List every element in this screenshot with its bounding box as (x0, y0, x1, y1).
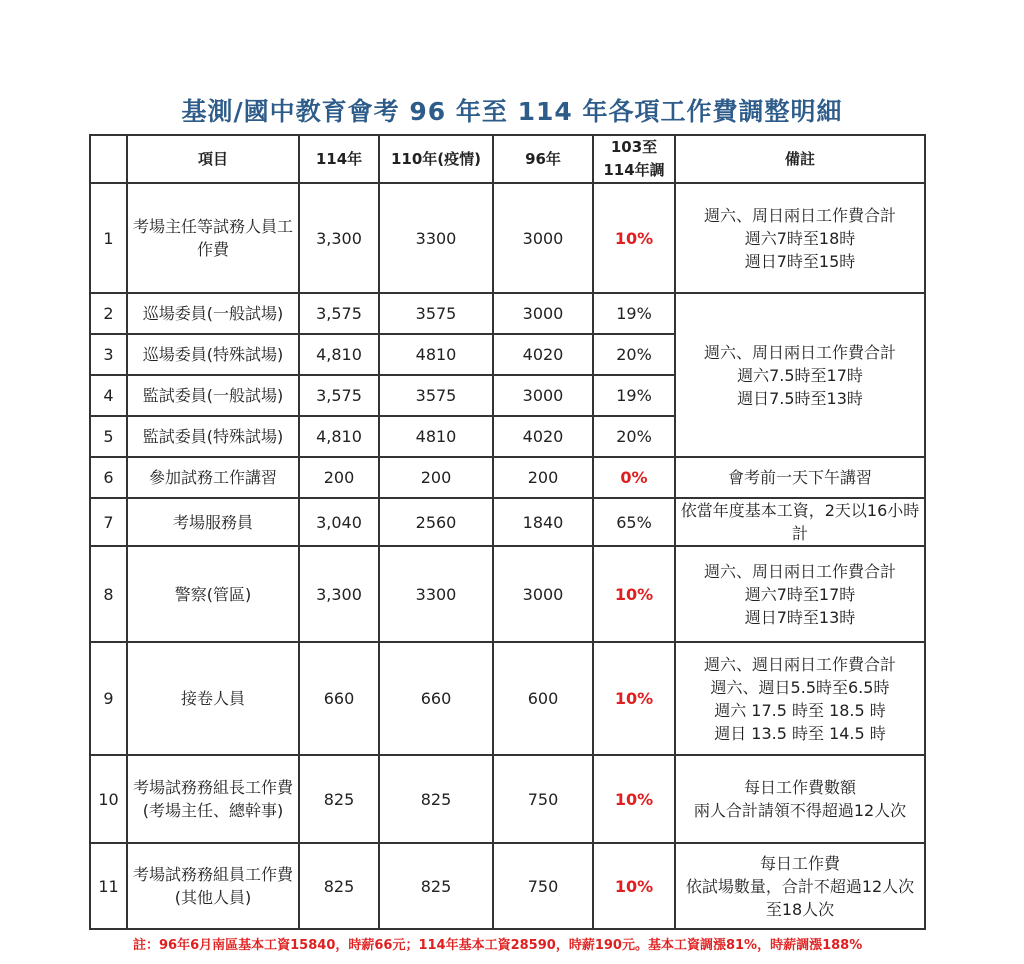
fee-table (89, 134, 926, 930)
page-title: 基測/國中教育會考 96 年至 114 年各項工作費調整明細 (181, 97, 843, 126)
row-number: 3 (90, 334, 127, 375)
item-name: 監試委員(一般試場) (127, 375, 299, 416)
row-number: 10 (90, 755, 127, 843)
change-percent: 19% (593, 375, 675, 416)
value-114: 3,040 (299, 498, 379, 546)
row-number: 5 (90, 416, 127, 457)
item-name: 監試委員(特殊試場) (127, 416, 299, 457)
value-114: 200 (299, 457, 379, 498)
row-number: 9 (90, 642, 127, 755)
value-114: 825 (299, 755, 379, 843)
row-number: 1 (90, 183, 127, 293)
value-114: 3,300 (299, 546, 379, 642)
value-96: 3000 (493, 375, 593, 416)
value-110: 825 (379, 843, 493, 929)
value-114: 3,575 (299, 375, 379, 416)
item-name: 考場主任等試務人員工作費 (127, 183, 299, 293)
note-cell: 週六、周日兩日工作費合計 週六7時至17時 週日7時至13時 (675, 546, 925, 642)
value-114: 4,810 (299, 416, 379, 457)
item-name: 巡場委員(特殊試場) (127, 334, 299, 375)
note-cell: 每日工作費數額 兩人合計請領不得超過12人次 (675, 755, 925, 843)
row-number: 8 (90, 546, 127, 642)
table-row (90, 642, 925, 755)
value-96: 4020 (493, 416, 593, 457)
value-110: 3300 (379, 546, 493, 642)
value-96: 750 (493, 755, 593, 843)
value-96: 1840 (493, 498, 593, 546)
row-number: 2 (90, 293, 127, 334)
value-114: 3,300 (299, 183, 379, 293)
value-96: 4020 (493, 334, 593, 375)
item-name: 考場試務務組長工作費 (考場主任、總幹事) (127, 755, 299, 843)
table-row (90, 293, 925, 334)
change-percent: 10% (593, 642, 675, 755)
header-110: 110年(疫情) (379, 135, 493, 183)
table-row (90, 546, 925, 642)
table-row (90, 183, 925, 293)
value-114: 660 (299, 642, 379, 755)
row-number: 11 (90, 843, 127, 929)
table-row (90, 843, 925, 929)
row-number: 7 (90, 498, 127, 546)
value-96: 3000 (493, 546, 593, 642)
change-percent: 20% (593, 334, 675, 375)
value-110: 3575 (379, 293, 493, 334)
value-110: 660 (379, 642, 493, 755)
row-number: 4 (90, 375, 127, 416)
value-110: 3300 (379, 183, 493, 293)
note-cell: 會考前一天下午講習 (675, 457, 925, 498)
value-110: 4810 (379, 334, 493, 375)
note-cell: 每日工作費 依試場數量，合計不超過12人次至18人次 (675, 843, 925, 929)
value-114: 4,810 (299, 334, 379, 375)
value-96: 3000 (493, 183, 593, 293)
item-name: 警察(管區) (127, 546, 299, 642)
item-name: 接卷人員 (127, 642, 299, 755)
value-110: 200 (379, 457, 493, 498)
note-cell: 週六、周日兩日工作費合計 週六7時至18時 週日7時至15時 (675, 183, 925, 293)
table-row (90, 457, 925, 498)
item-name: 考場服務員 (127, 498, 299, 546)
value-96: 3000 (493, 293, 593, 334)
value-96: 600 (493, 642, 593, 755)
header-no (90, 135, 127, 183)
value-114: 3,575 (299, 293, 379, 334)
row-number: 6 (90, 457, 127, 498)
header-notes: 備註 (675, 135, 925, 183)
header-96: 96年 (493, 135, 593, 183)
footnote: 註：96年6月南區基本工資15840，時薪66元；114年基本工資28590，時薪190元。基本工資調漲81%，時薪調漲188% (133, 938, 863, 953)
change-percent: 65% (593, 498, 675, 546)
change-percent: 10% (593, 546, 675, 642)
value-110: 4810 (379, 416, 493, 457)
change-percent: 10% (593, 183, 675, 293)
change-percent: 19% (593, 293, 675, 334)
change-percent: 0% (593, 457, 675, 498)
value-96: 200 (493, 457, 593, 498)
value-96: 750 (493, 843, 593, 929)
item-name: 考場試務務組員工作費 (其他人員) (127, 843, 299, 929)
change-percent: 20% (593, 416, 675, 457)
value-110: 2560 (379, 498, 493, 546)
change-percent: 10% (593, 843, 675, 929)
note-cell: 週六、週日兩日工作費合計 週六、週日5.5時至6.5時 週六 17.5 時至 18.5 時 週日 13.5 時至 14.5 時 (675, 642, 925, 755)
table-row (90, 755, 925, 843)
table-row (90, 498, 925, 546)
value-114: 825 (299, 843, 379, 929)
value-110: 825 (379, 755, 493, 843)
header-row (90, 135, 925, 183)
header-item: 項目 (127, 135, 299, 183)
header-114: 114年 (299, 135, 379, 183)
item-name: 參加試務工作講習 (127, 457, 299, 498)
change-percent: 10% (593, 755, 675, 843)
header-change: 103至 114年調 (593, 135, 675, 183)
note-cell: 依當年度基本工資，2天以16小時計 (675, 498, 925, 546)
item-name: 巡場委員(一般試場) (127, 293, 299, 334)
note-cell: 週六、周日兩日工作費合計 週六7.5時至17時 週日7.5時至13時 (675, 293, 925, 457)
value-110: 3575 (379, 375, 493, 416)
